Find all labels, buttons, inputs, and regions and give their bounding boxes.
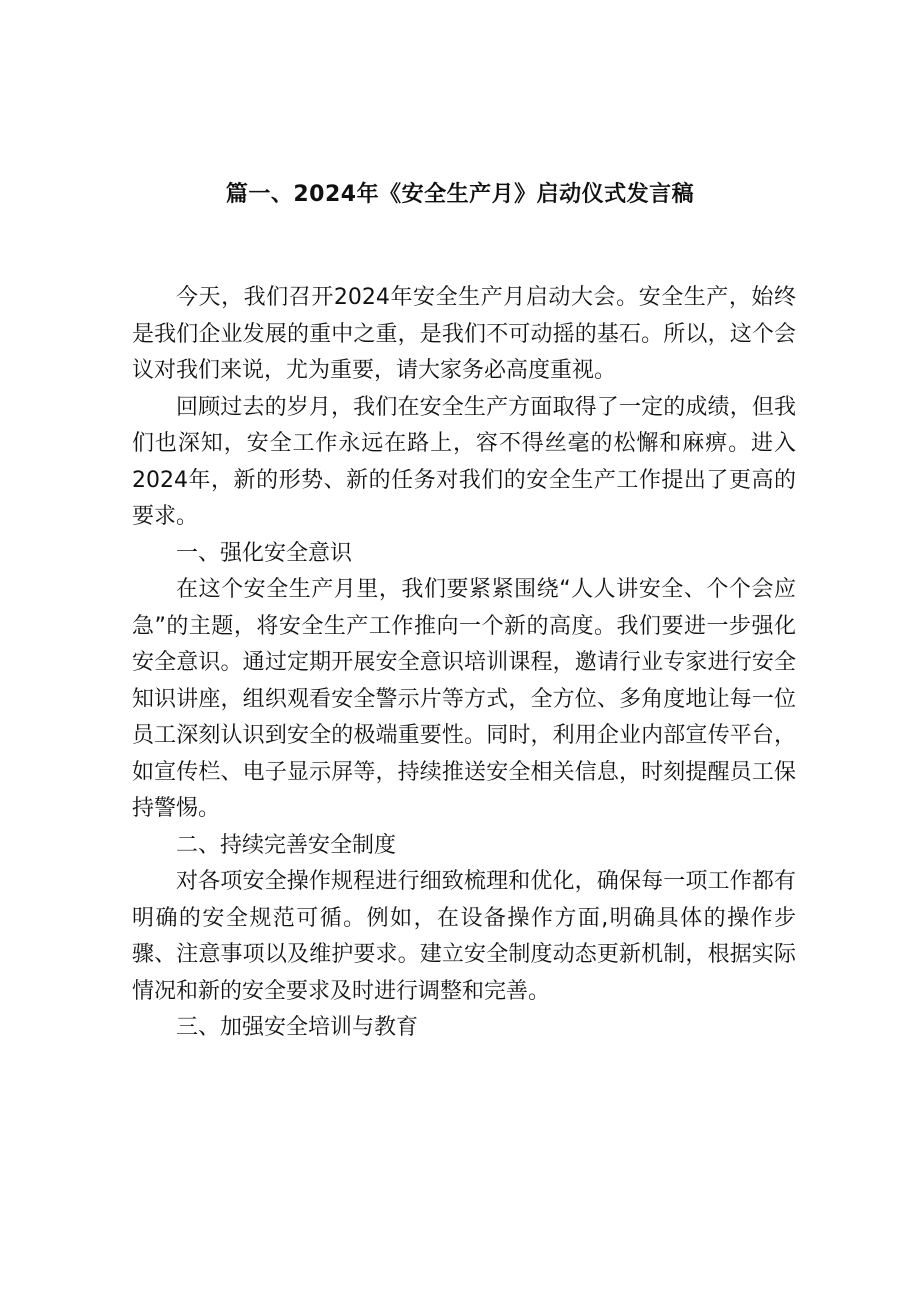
- paragraph-review: 回顾过去的岁月，我们在安全生产方面取得了一定的成绩，但我们也深知，安全工作永远在路上，容不得丝毫的松懈和麻痹。进入2024年，新的形势、新的任务对我们的安全生产工作提出了更高的要求。: [132, 394, 796, 529]
- paragraph-opening: 今天，我们召开2024年安全生产月启动大会。安全生产，始终是我们企业发展的重中之重，是我们不可动摇的基石。所以，这个会议对我们来说，尤为重要，请大家务必高度重视。: [132, 285, 796, 383]
- section-heading-3: 三、加强安全培训与教育: [176, 1015, 419, 1040]
- document-body: [132, 280, 796, 1047]
- paragraph-section-1: 在这个安全生产月里，我们要紧紧围绕“人人讲安全、个个会应急”的主题，将安全生产工作推向一个新的高度。我们要进一步强化安全意识。通过定期开展安全意识培训课程，邀请行业专家进行安全知识讲座，组织观看安全警示片等方式，全方位、多角度地让每一位员工深刻认识到安全的极端重要性。同时，利用企业内部宣传平台，如宣传栏、电子显示屏等，持续推送安全相关信息，时刻提醒员工保持警惕。: [132, 577, 796, 821]
- section-heading-1: 一、强化安全意识: [176, 540, 353, 566]
- paragraph-section-2: 对各项安全操作规程进行细致梳理和优化，确保每一项工作都有明确的安全规范可循。例如，在设备操作方面,明确具体的操作步骤、注意事项以及维护要求。建立安全制度动态更新机制，根据实际情况和新的安全要求及时进行调整和完善。: [132, 869, 796, 1004]
- document-title: 篇一、2024年《安全生产月》启动仪式发言稿: [225, 182, 695, 207]
- section-heading-2: 二、持续完善安全制度: [176, 832, 397, 858]
